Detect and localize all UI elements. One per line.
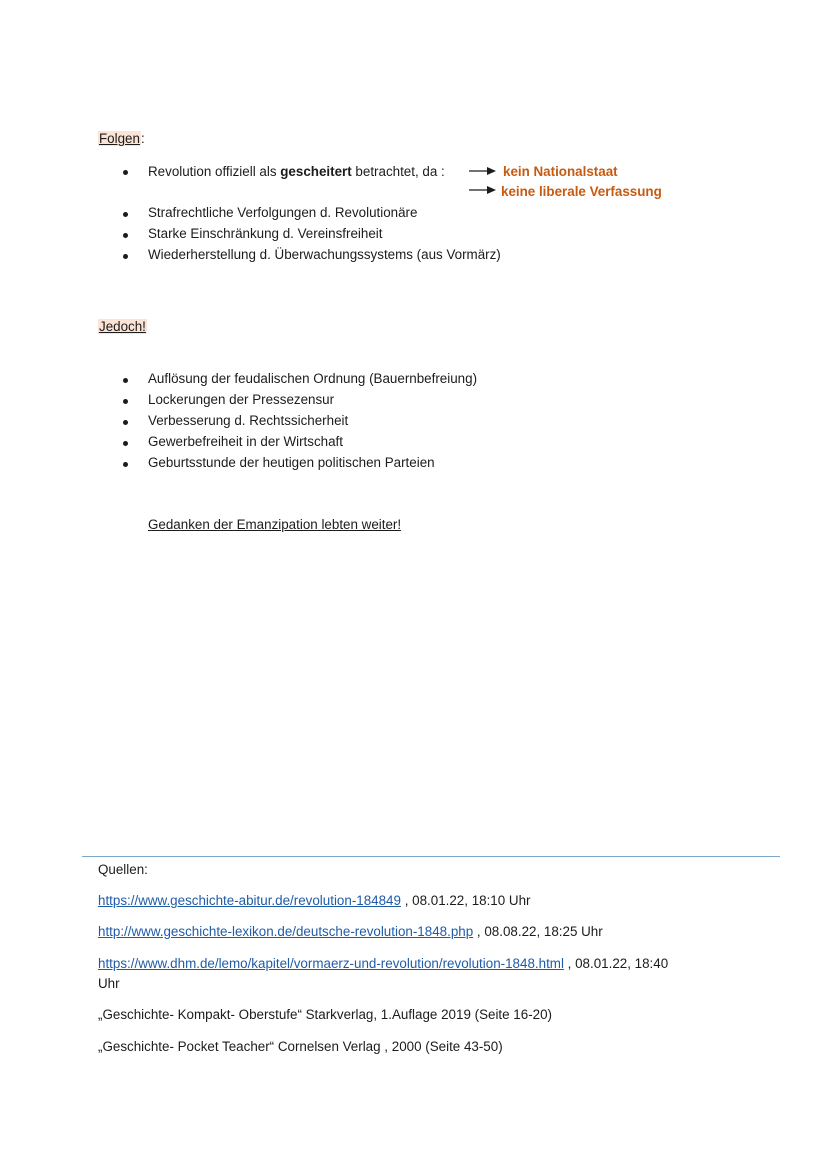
source-1-link[interactable]: https://www.geschichte-abitur.de/revolution-184849 (98, 893, 401, 908)
bullet (123, 462, 128, 467)
reason-no-liberal-constitution: keine liberale Verfassung (501, 184, 662, 199)
source-2-date: , 08.08.22, 18:25 Uhr (473, 924, 603, 939)
folgen-item-1-prefix: Revolution offiziell als (148, 164, 281, 179)
folgen-item-1-suffix: betrachtet, da : (351, 164, 445, 179)
source-3-link[interactable]: https://www.dhm.de/lemo/kapitel/vormaerz-und-revolution/revolution-1848.html (98, 956, 564, 971)
bullet (123, 378, 128, 383)
folgen-heading-line (98, 131, 145, 146)
jedoch-item-1: Auflösung der feudalischen Ordnung (Bauernbefreiung) (148, 371, 478, 386)
reason-no-nation-state: kein Nationalstaat (503, 164, 618, 179)
jedoch-item-4: Gewerbefreiheit in der Wirtschaft (148, 434, 343, 449)
folgen-item-2: Strafrechtliche Verfolgungen d. Revolutionäre (148, 205, 418, 220)
folgen-colon: : (140, 131, 145, 146)
conclusion-text: Gedanken der Emanzipation lebten weiter! (148, 517, 402, 532)
bullet (123, 170, 128, 175)
jedoch-item-2: Lockerungen der Pressezensur (148, 392, 335, 407)
folgen-item-1-bold: gescheitert (280, 164, 352, 179)
bullet (123, 441, 128, 446)
source-3 (98, 956, 668, 971)
bullet (123, 233, 128, 238)
jedoch-heading: Jedoch! (99, 319, 146, 334)
bullet (123, 399, 128, 404)
source-3-wrap: Uhr (98, 976, 120, 991)
source-book-2: „Geschichte- Pocket Teacher“ Cornelsen Verlag , 2000 (Seite 43-50) (98, 1039, 503, 1054)
jedoch-item-3: Verbesserung d. Rechtssicherheit (148, 413, 349, 428)
bullet (123, 212, 128, 217)
source-2 (98, 924, 603, 939)
bullet (123, 420, 128, 425)
source-3-date: , 08.01.22, 18:40 (563, 956, 669, 971)
folgen-heading: Folgen (99, 131, 140, 146)
jedoch-item-5: Geburtsstunde der heutigen politischen Parteien (148, 455, 435, 470)
bullet (123, 254, 128, 259)
arrow-right-icon (469, 165, 497, 177)
sources-label: Quellen: (98, 862, 148, 877)
arrow-right-icon (469, 184, 497, 196)
folgen-item-1 (148, 164, 445, 179)
source-2-link[interactable]: http://www.geschichte-lexikon.de/deutsche-revolution-1848.php (98, 924, 474, 939)
source-1-date: , 08.01.22, 18:10 Uhr (400, 893, 531, 908)
footnote-divider (82, 856, 780, 857)
source-book-1: „Geschichte- Kompakt- Oberstufe“ Starkverlag, 1.Auflage 2019 (Seite 16-20) (98, 1007, 553, 1022)
source-1 (98, 893, 531, 908)
jedoch-heading-line (98, 319, 147, 334)
folgen-item-3: Starke Einschränkung d. Vereinsfreiheit (148, 226, 383, 241)
folgen-item-4: Wiederherstellung d. Überwachungssystems (aus Vormärz) (148, 247, 501, 262)
